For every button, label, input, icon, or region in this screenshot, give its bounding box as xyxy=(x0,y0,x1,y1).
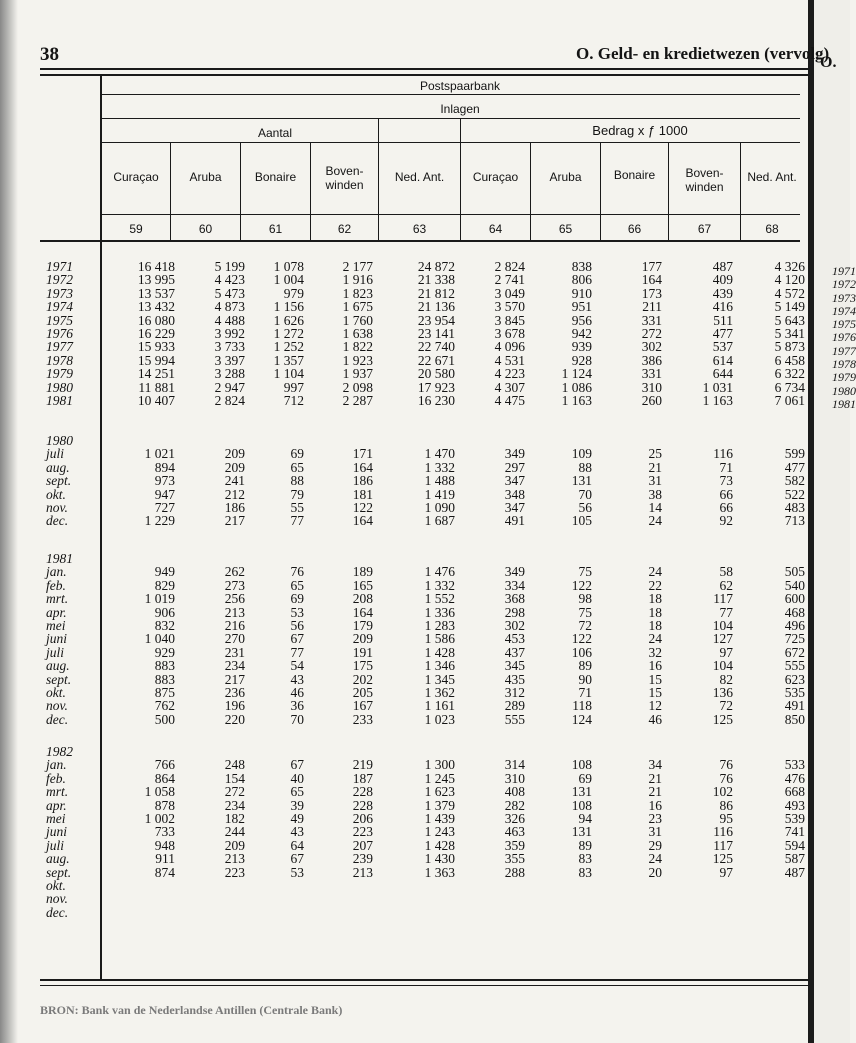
data-col-59: 16 418 13 995 13 537 13 432 16 080 16 229 15 933 15 994 14 251 11 881 10 407 xyxy=(137,259,175,409)
top-rule xyxy=(40,68,808,70)
data-col-64: 314 310 408 282 326 463 359 355 288 xyxy=(504,757,525,880)
facing-year: 1973 xyxy=(832,290,856,305)
facing-year: 1977 xyxy=(832,343,856,358)
stub-divider xyxy=(100,76,102,981)
chapter-title: O. Geld- en kredietwezen (vervolg) xyxy=(576,44,830,63)
facing-year: 1974 xyxy=(832,303,856,318)
data-col-67: 76 76 102 86 95 116 117 125 97 xyxy=(712,757,733,880)
bottom-rule-double xyxy=(40,985,808,986)
colnum-62: 62 xyxy=(337,222,352,236)
colhead-bonaire-aantal: Bonaire xyxy=(254,170,297,184)
data-col-63: 1 470 1 332 1 488 1 419 1 090 1 687 xyxy=(424,446,455,529)
colnum-59: 59 xyxy=(129,222,143,236)
colhead-aruba-aantal: Aruba xyxy=(189,170,222,184)
facing-year: 1979 xyxy=(832,370,856,385)
colhead-bonaire-bedrag: Bonaire xyxy=(613,168,656,182)
data-col-60: 209 209 241 212 186 217 xyxy=(224,446,245,529)
source-note: BRON: Bank van de Nederlandse Antillen (Centrale Bank) xyxy=(40,1003,343,1017)
facing-year: 1978 xyxy=(832,357,856,372)
facing-year: 1972 xyxy=(832,277,856,292)
data-col-68: 533 476 668 493 539 741 594 587 487 xyxy=(784,757,805,880)
row-labels-1982: 1982 jan. feb. mrt. apr. mei juni juli aug. sept. okt. nov. dec. xyxy=(46,744,73,920)
data-col-59: 949 829 1 019 906 832 1 040 929 883 883 875 762 500 xyxy=(144,564,175,727)
row-labels-1980: 1980 juli aug. sept. okt. nov. dec. xyxy=(46,433,73,529)
data-col-61: 1 078 1 004 979 1 156 1 626 1 272 1 252 1 357 1 104 997 712 xyxy=(273,259,304,409)
facing-year: 1981 xyxy=(832,396,856,411)
facing-year: 1980 xyxy=(832,383,856,398)
data-col-62: 189 165 208 164 179 209 191 175 202 205 167 233 xyxy=(352,564,373,727)
facing-year: 1971 xyxy=(832,264,856,278)
rule-under-aantal-bedrag xyxy=(100,142,800,143)
facing-page-heading: O. xyxy=(820,54,837,71)
data-col-62: 2 177 1 916 1 823 1 675 1 760 1 638 1 822 1 923 1 937 2 098 2 287 xyxy=(342,259,373,409)
data-col-67: 58 62 117 77 104 127 97 104 82 136 72 125 xyxy=(712,564,733,727)
data-col-63: 24 872 21 338 21 812 21 136 23 954 23 141 22 740 22 671 20 580 17 923 16 230 xyxy=(417,259,455,409)
top-rule-double xyxy=(40,74,808,76)
data-col-65: 75 122 98 75 72 122 106 89 90 71 118 124 xyxy=(571,564,592,727)
colhead-bovenwinden-bedrag: Boven- winden xyxy=(685,166,724,194)
page-number: 38 xyxy=(40,44,59,65)
data-col-66: 34 21 21 16 23 31 29 24 20 xyxy=(648,757,662,880)
colnum-61: 61 xyxy=(268,222,283,236)
row-labels-years: 1971 1972 1973 1974 1975 1976 1977 1978 1979 1980 1981 xyxy=(46,259,73,409)
data-col-61: 67 40 65 39 49 43 64 67 53 xyxy=(290,757,304,880)
rule-above-col-numbers xyxy=(100,214,800,215)
data-col-64: 349 297 347 348 347 491 xyxy=(504,446,525,529)
colnum-64: 64 xyxy=(488,222,503,236)
data-col-62: 171 164 186 181 122 164 xyxy=(352,446,373,529)
data-col-64: 349 334 368 298 302 453 437 345 435 312 289 555 xyxy=(504,564,525,727)
data-col-65: 109 88 131 70 56 105 xyxy=(571,446,592,529)
header-postspaarbank: Postspaarbank xyxy=(419,79,501,93)
colnum-65: 65 xyxy=(558,222,573,236)
data-col-68: 505 540 600 468 496 725 672 555 623 535 491 850 xyxy=(784,564,805,727)
bottom-rule xyxy=(40,979,808,981)
data-col-66: 177 164 173 211 331 272 302 386 331 310 260 xyxy=(641,259,662,409)
data-col-66: 25 21 31 38 14 24 xyxy=(648,446,662,529)
facing-page-edge xyxy=(808,0,856,1043)
facing-year: 1976 xyxy=(832,330,856,345)
data-col-59: 1 021 894 973 947 727 1 229 xyxy=(144,446,175,529)
colhead-bovenwinden-aantal: Boven- winden xyxy=(325,164,364,192)
colnum-63: 63 xyxy=(412,222,427,236)
data-col-62: 219 187 228 228 206 223 207 239 213 xyxy=(352,757,373,880)
data-col-65: 838 806 910 951 956 942 939 928 1 124 1 086 1 163 xyxy=(561,259,592,409)
data-col-64: 2 824 2 741 3 049 3 570 3 845 3 678 4 096 4 531 4 223 4 307 4 475 xyxy=(494,259,525,409)
facing-page-years xyxy=(832,265,856,411)
data-col-60: 262 273 256 213 216 270 231 234 217 236 196 220 xyxy=(224,564,245,727)
colnum-68: 68 xyxy=(765,222,779,236)
data-col-67: 116 71 73 66 66 92 xyxy=(713,446,733,529)
header-bedrag: Bedrag x ƒ 1000 xyxy=(592,123,688,138)
data-col-60: 248 154 272 234 182 244 209 213 223 xyxy=(224,757,245,880)
facing-year: 1975 xyxy=(832,317,856,332)
data-col-65: 108 69 131 108 94 131 89 83 83 xyxy=(571,757,592,880)
data-col-67: 487 409 439 416 511 477 537 614 644 1 031 1 163 xyxy=(702,259,733,409)
row-labels-1981: 1981 jan. feb. mrt. apr. mei juni juli aug. sept. okt. nov. dec. xyxy=(46,551,73,727)
rule-header-bottom xyxy=(40,240,800,242)
colhead-aruba-bedrag: Aruba xyxy=(549,170,582,184)
colnum-66: 66 xyxy=(627,222,642,236)
data-col-68: 599 477 582 522 483 713 xyxy=(784,446,805,529)
data-col-66: 24 22 18 18 18 24 32 16 15 15 12 46 xyxy=(648,564,662,727)
colnum-67: 67 xyxy=(697,222,712,236)
data-col-68: 4 326 4 120 4 572 5 149 5 643 5 341 5 873 6 458 6 322 6 734 7 061 xyxy=(774,259,805,409)
header-aantal: Aantal xyxy=(257,126,293,140)
colhead-curacao-bedrag: Curaçao xyxy=(472,170,519,184)
page-gutter-shadow xyxy=(0,0,18,1043)
data-col-63: 1 300 1 245 1 623 1 379 1 439 1 243 1 428 1 430 1 363 xyxy=(424,757,455,880)
rule-under-postspaarbank xyxy=(100,94,800,95)
header-inlagen: Inlagen xyxy=(440,102,480,116)
data-col-63: 1 476 1 332 1 552 1 336 1 283 1 586 1 428 1 346 1 345 1 362 1 161 1 023 xyxy=(424,564,455,727)
data-col-61: 69 65 88 79 55 77 xyxy=(290,446,304,529)
data-col-59: 766 864 1 058 878 1 002 733 948 911 874 xyxy=(144,757,175,880)
rule-under-inlagen xyxy=(100,118,800,119)
data-col-60: 5 199 4 423 5 473 4 873 4 488 3 992 3 733 3 397 3 288 2 947 2 824 xyxy=(214,259,245,409)
colnum-60: 60 xyxy=(198,222,213,236)
colhead-nedant-aantal: Ned. Ant. xyxy=(394,170,445,184)
colhead-nedant-bedrag: Ned. Ant. xyxy=(747,170,797,184)
colhead-curacao-aantal: Curaçao xyxy=(113,170,159,184)
data-col-61: 76 65 69 53 56 67 77 54 43 46 36 70 xyxy=(290,564,304,727)
